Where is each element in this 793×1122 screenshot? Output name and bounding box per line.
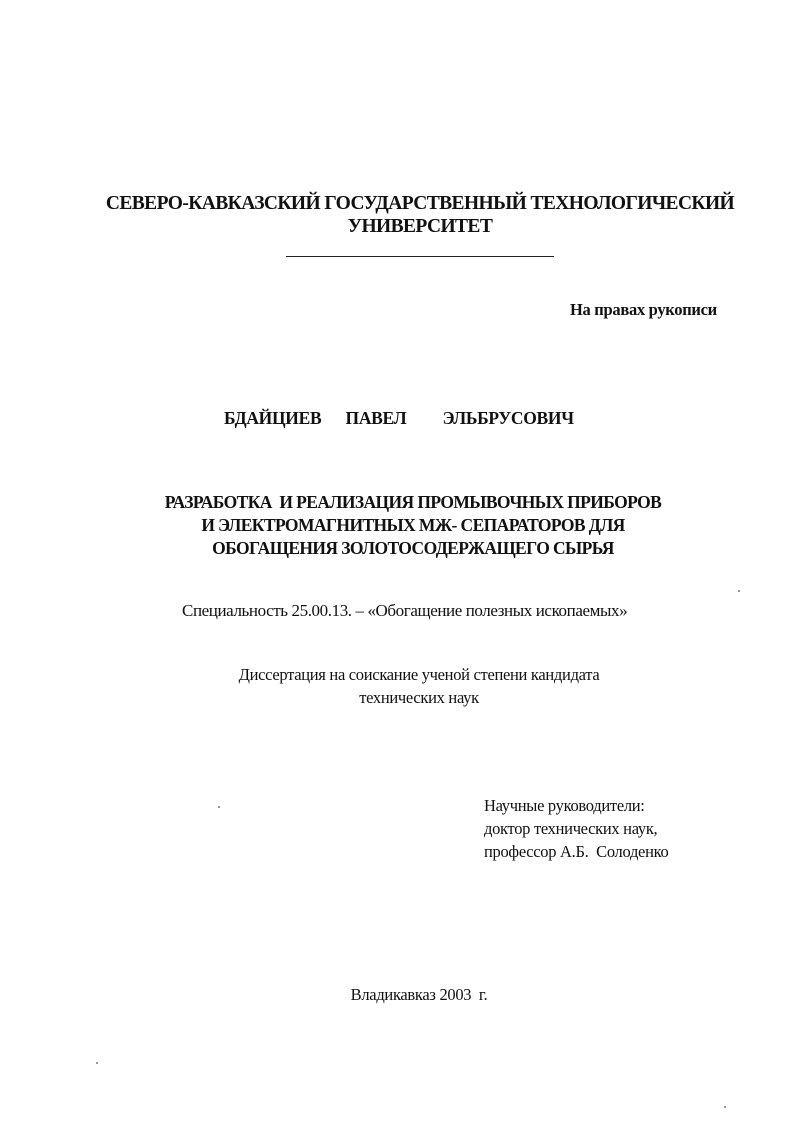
scan-speck bbox=[724, 1106, 726, 1108]
city-year: Владикавказ 2003 г. bbox=[350, 985, 488, 1004]
university-name-line-1: СЕВЕРО-КАВКАЗСКИЙ ГОСУДАРСТВЕННЫЙ ТЕХНОЛОГИЧЕСКИЙ bbox=[105, 193, 735, 214]
university-name bbox=[0, 192, 793, 238]
title-line-3: ОБОГАЩЕНИЯ ЗОЛОТОСОДЕРЖАЩЕГО СЫРЬЯ bbox=[212, 538, 614, 558]
degree-line-1: Диссертация на соискание ученой степени кандидата bbox=[238, 665, 600, 684]
university-name-line-2: УНИВЕРСИТЕТ bbox=[347, 216, 493, 237]
advisors-line-2: доктор технических наук, bbox=[484, 819, 658, 838]
title-line-2: И ЭЛЕКТРОМАГНИТНЫХ МЖ- СЕПАРАТОРОВ ДЛЯ bbox=[201, 515, 625, 535]
dissertation-title bbox=[0, 491, 793, 560]
advisors-line-1: Научные руководители: bbox=[484, 796, 645, 815]
header-divider bbox=[286, 256, 554, 257]
degree-line-2: технических наук bbox=[359, 688, 479, 707]
manuscript-note: На правах рукописи bbox=[570, 300, 717, 319]
specialty-line: Специальность 25.00.13. – «Обогащение полезных ископаемых» bbox=[182, 601, 628, 620]
author-name: БДАЙЦИЕВ ПАВЕЛ ЭЛЬБРУСОВИЧ bbox=[224, 408, 574, 428]
title-line-1: РАЗРАБОТКА И РЕАЛИЗАЦИЯ ПРОМЫВОЧНЫХ ПРИБОРОВ bbox=[164, 492, 662, 512]
advisors-line-3: профессор А.Б. Солоденко bbox=[484, 842, 669, 861]
scan-speck bbox=[96, 1062, 98, 1064]
scan-speck bbox=[218, 806, 220, 808]
scan-speck bbox=[738, 590, 740, 592]
dissertation-degree bbox=[0, 663, 793, 709]
scientific-advisors bbox=[484, 794, 668, 863]
